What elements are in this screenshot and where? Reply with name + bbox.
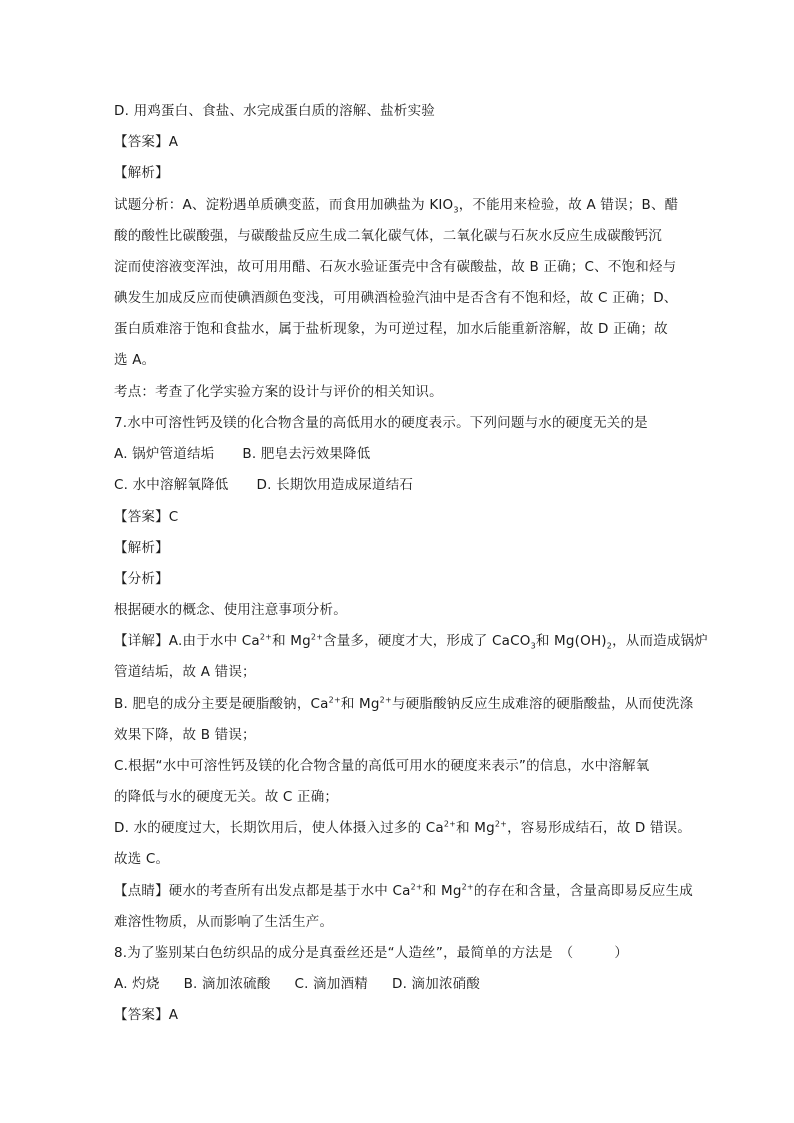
tip-line: 【点睛】硬水的考查所有出发点都是基于水中 $Ca^{2+}$和 $Mg^{2+}$的存在和含量，含量高即易反应生成 <box>114 882 694 899</box>
detail-line: 管道结垢，故 A 错误； <box>114 664 256 680</box>
detail-line: 【详解】A.由于水中 $Ca^{2+}$和 $Mg^{2+}$含量多，硬度才大，形成了 CaCO$_3$和 $Mg(OH)_2$，从而造成锅炉 <box>114 632 708 651</box>
analysis-label: 【解析】 <box>114 540 169 556</box>
analysis-text-line: 蛋白质难溶于饱和食盐水，属于盐析现象，为可逆过程，加水后能重新溶解，故 D 正确；故 <box>114 321 668 337</box>
question-7-options-cd: C. 水中溶解氧降低 D. 长期饮用造成尿道结石 <box>114 477 414 493</box>
knowledge-point: 考点：考查了化学实验方案的设计与评价的相关知识。 <box>114 384 443 400</box>
answer-label: 【答案】A <box>114 1007 179 1023</box>
question-8-options: A. 灼烧 B. 滴加浓硫酸 C. 滴加酒精 D. 滴加浓硝酸 <box>114 976 481 992</box>
detail-line: 的降低与水的硬度无关。故 C 正确； <box>114 789 339 805</box>
answer-label: 【答案】C <box>114 509 179 525</box>
question-7-options-ab: A. 锅炉管道结垢 B. 肥皂去污效果降低 <box>114 446 371 462</box>
question-7-stem: 7.水中可溶性钙及镁的化合物含量的高低用水的硬度表示。下列问题与水的硬度无关的是 <box>114 415 648 431</box>
analysis-text-line: 碘发生加成反应而使碘酒颜色变浅，可用碘酒检验汽油中是否含有不饱和烃，故 C 正确；D、 <box>114 290 678 306</box>
tip-line: 难溶性物质，从而影响了生活生产。 <box>114 914 334 930</box>
answer-label: 【答案】A <box>114 134 179 150</box>
analysis-label: 【解析】 <box>114 165 169 181</box>
analysis-text-line: 根据硬水的概念、使用注意事项分析。 <box>114 602 347 618</box>
analysis-text-line: 试题分析：A、淀粉遇单质碘变蓝，而食用加碘盐为 $KIO_3$，不能用来检验，故 A 错误；B、醋 <box>114 197 679 215</box>
detail-line: C.根据“水中可溶性钙及镁的化合物含量的高低可用水的硬度来表示”的信息，水中溶解氧 <box>114 758 650 774</box>
option-d-line: D. 用鸡蛋白、食盐、水完成蛋白质的溶解、盐析实验 <box>114 103 435 119</box>
analysis-text-line: 淀而使溶液变浑浊，故可用用醋、石灰水验证蛋壳中含有碳酸盐，故 B 正确；C、不饱和烃与 <box>114 259 677 275</box>
detail-line: B. 肥皂的成分主要是硬脂酸钠，$Ca^{2+}$和 $Mg^{2+}$与硬脂酸钠反应生成难溶的硬脂酸盐，从而使洗涤 <box>114 695 694 712</box>
question-8-stem: 8.为了鉴别某白色纺织品的成分是真蚕丝还是“人造丝”，最简单的方法是 （ ） <box>114 945 629 961</box>
analysis-subhead: 【分析】 <box>114 571 169 587</box>
detail-line: D. 水的硬度过大，长期饮用后，使人体摄入过多的 $Ca^{2+}$和 $Mg^{2+}$，容易形成结石，故 D 错误。 <box>114 819 692 836</box>
analysis-text-line: 酸的酸性比碳酸强，与碳酸盐反应生成二氧化碳气体，二氧化碳与石灰水反应生成碳酸钙沉 <box>114 228 662 244</box>
detail-line: 故选 C。 <box>114 851 170 867</box>
analysis-text-line: 选 A。 <box>114 352 156 368</box>
detail-line: 效果下降，故 B 错误； <box>114 727 256 743</box>
